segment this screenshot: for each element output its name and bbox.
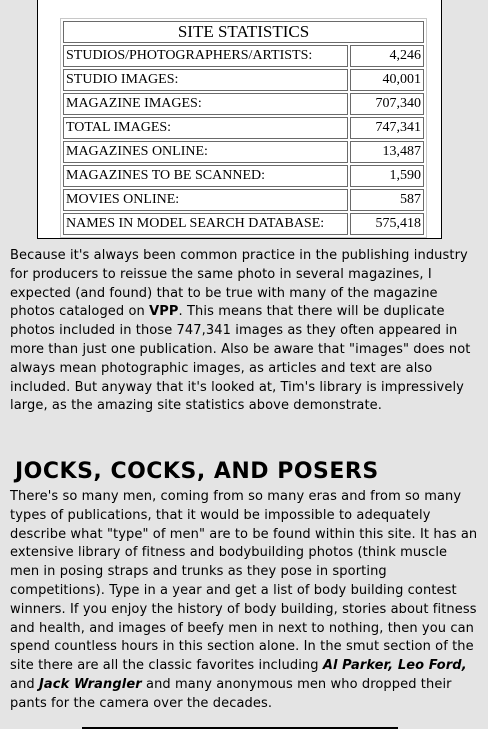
paragraph-text: and: [10, 676, 39, 692]
vpp-name: VPP: [149, 304, 179, 320]
table-row: [63, 69, 424, 91]
paragraph-text: Because it's always been common practice in the publishing industry for producers to reissue the same photo in several magazines, I expected (and found) that to be true with many of the magazine photos cataloged on: [10, 248, 468, 320]
stat-value: 587: [350, 189, 424, 211]
table-row: [63, 93, 424, 115]
stat-value: 40,001: [350, 69, 424, 91]
stat-label: MOVIES ONLINE:: [63, 189, 348, 211]
stat-label: STUDIOS/PHOTOGRAPHERS/ARTISTS:: [63, 45, 348, 67]
stats-title: SITE STATISTICS: [63, 21, 424, 43]
stat-value: 4,246: [350, 45, 424, 67]
stat-value: 575,418: [350, 213, 424, 235]
paragraph-duplicates: [10, 247, 480, 416]
table-row: [63, 141, 424, 163]
paragraph-text: and many anonymous men who dropped their pants for the camera over the decades.: [10, 676, 452, 711]
stat-label: MAGAZINES ONLINE:: [63, 141, 348, 163]
site-statistics-table: [60, 18, 427, 238]
model-name: Jack Wrangler: [39, 676, 142, 692]
stat-label: STUDIO IMAGES:: [63, 69, 348, 91]
paragraph-types-of-men: [10, 488, 480, 714]
stat-value: 747,341: [350, 117, 424, 139]
stats-frame: [37, 0, 442, 239]
table-row: [63, 189, 424, 211]
paragraph-text: There's so many men, coming from so many eras and from so many types of publications, that it would be impossible to adequately describe what "type" of men" are to be found within this site. It has an extensive library of fitness and bodybuilding photos (think muscle men in posing straps and trunks as they pose in sporting competitions). Type in a year and get a list of body building contest winners. If you enjoy the history of body building, stories about fitness and health, and images of beefy men in next to nothing, then you can spend countless hours in this section alone. In the smut section of the site there are all the classic favorites including: [10, 489, 478, 674]
stat-label: MAGAZINE IMAGES:: [63, 93, 348, 115]
model-names: Al Parker, Leo Ford,: [322, 658, 467, 674]
stat-value: 13,487: [350, 141, 424, 163]
table-row: [63, 213, 424, 235]
section-heading: JOCKS, COCKS, AND POSERS: [15, 459, 379, 484]
stat-value: 707,340: [350, 93, 424, 115]
table-row: [63, 165, 424, 187]
table-row: [63, 117, 424, 139]
stat-value: 1,590: [350, 165, 424, 187]
table-row: [63, 45, 424, 67]
stats-table: [61, 19, 426, 237]
stat-label: NAMES IN MODEL SEARCH DATABASE:: [63, 213, 348, 235]
paragraph-text: . This means that there will be duplicate photos included in those 747,341 images as they often appeared in more than just one publication. Also be aware that "images" does not always mean photographic images, as articles and text are also included. But anyway that it's looked at, Tim's library is impressively large, as the amazing site statistics above demonstrate.: [10, 304, 471, 414]
stat-label: MAGAZINES TO BE SCANNED:: [63, 165, 348, 187]
stat-label: TOTAL IMAGES:: [63, 117, 348, 139]
